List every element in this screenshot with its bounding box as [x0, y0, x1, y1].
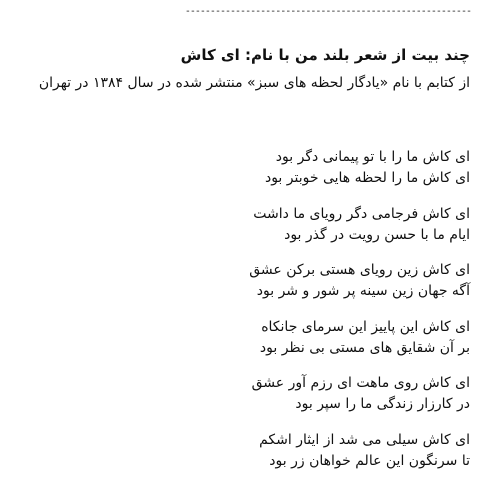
verse-line: ای کاش این پاییز این سرمای جانکاه	[261, 319, 470, 335]
verse-line: آگه جهان زین سینه پر شور و شر بود	[256, 283, 470, 299]
poem-subtitle: از کتابم با نام «یادگار لحظه های سبز» منتشر شده در سال ۱۳۸۴ در تهران	[38, 75, 470, 91]
verse-line: ای کاش ما را با تو پیمانی دگر بود	[275, 149, 470, 165]
stanza	[260, 317, 470, 359]
verse-line: تا سرنگون این عالم خواهان زر بود	[269, 453, 470, 469]
verse-line: بر آن شقایق های مستی بی نظر بود	[259, 340, 470, 356]
stanza	[252, 373, 470, 415]
verse-line: ای کاش زین رویای هستی برکن عشق	[249, 262, 470, 278]
verse-line: ایام ما با حسن رویت در گذر بود	[284, 227, 470, 243]
separator-line: ---------------------------------------------------------	[184, 6, 471, 17]
verse-line: ای کاش ما را لحظه هایی خوبتر بود	[264, 170, 470, 186]
verse-line: ای کاش روی ماهت ای رزم آور عشق	[251, 375, 470, 391]
verse-line: در کارزار زندگی ما را سپر بود	[295, 396, 470, 412]
stanza	[249, 260, 470, 302]
verse-line: ای کاش سیلی می شد از ایثار اشکم	[259, 432, 470, 448]
stanza	[259, 430, 470, 472]
stanza	[253, 204, 470, 246]
verse-line: ای کاش فرجامی دگر رویای ما داشت	[253, 206, 470, 222]
stanza	[265, 147, 470, 189]
poem-title: چند بیت از شعر بلند من با نام: ای کاش	[180, 46, 470, 64]
